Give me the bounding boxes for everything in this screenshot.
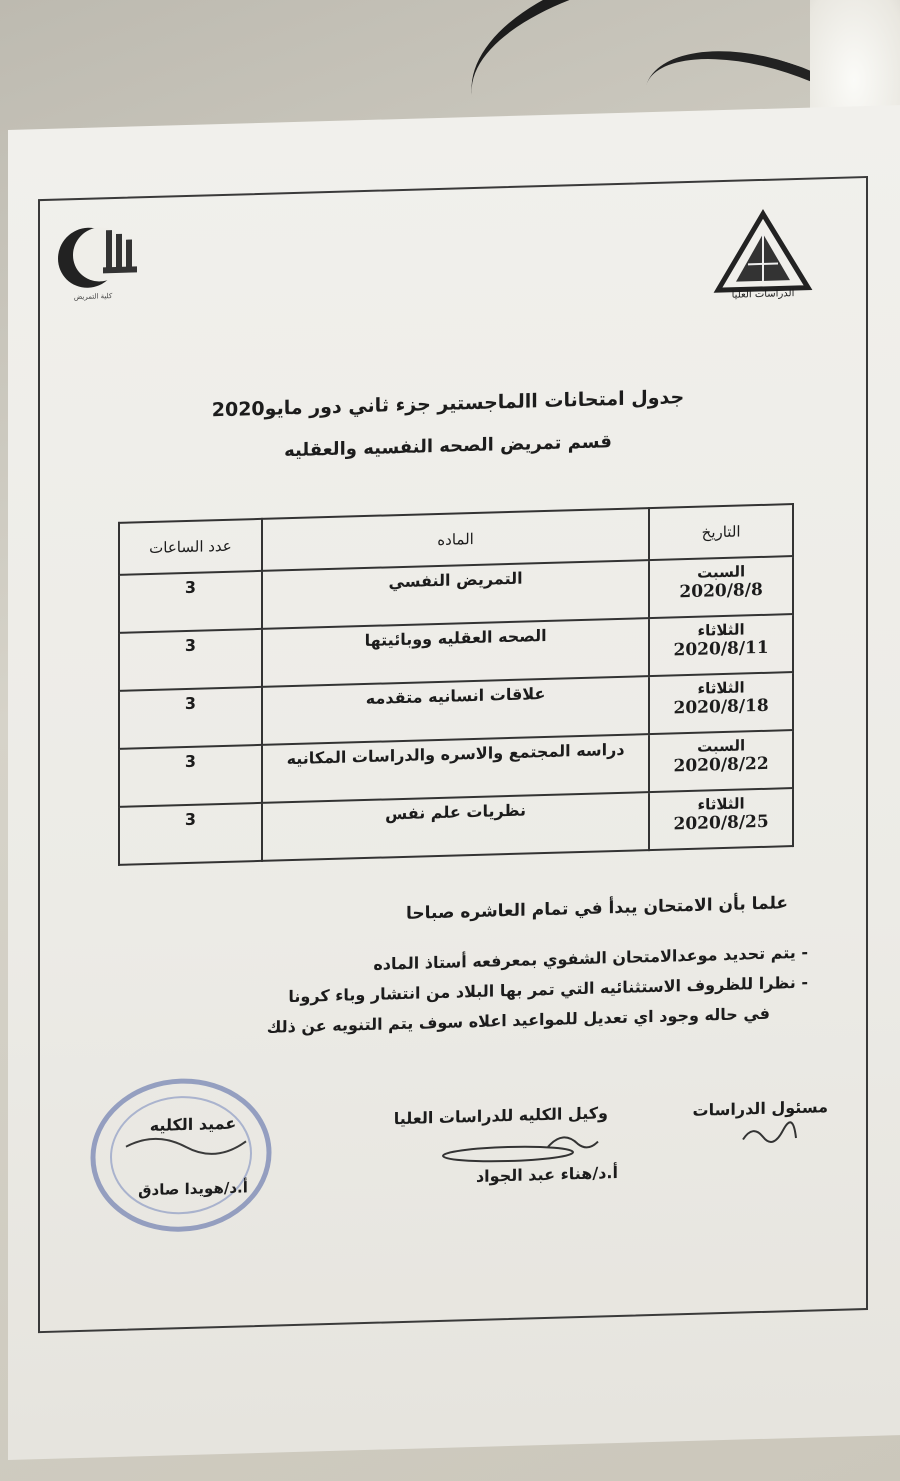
vice-dean-title: وكيل الكليه للدراسات العليا xyxy=(393,1103,608,1129)
document-title: جدول امتحانات االماجستير جزء ثاني دور مايو2020 xyxy=(211,386,685,422)
vice-dean-signature xyxy=(438,1123,608,1168)
vice-dean-name: أ.د/هناء عبد الجواد xyxy=(475,1162,618,1186)
subject-cell: دراسه المجتمع والاسره والدراسات المكانيه xyxy=(262,734,649,803)
subject-cell: التمريض النفسي xyxy=(262,560,649,629)
graduate-studies-logo xyxy=(708,207,818,300)
date-cell xyxy=(649,672,793,734)
exam-date: 2020/8/22 xyxy=(673,753,769,777)
studies-officer-title: مسئول الدراسات xyxy=(692,1097,828,1120)
note-corona: - نظرا للظروف الاستثنائيه التي تمر بها البلاد من انتشار وباء كرونا xyxy=(128,968,808,1017)
exam-date: 2020/8/8 xyxy=(679,579,763,603)
faculty-stamp xyxy=(86,1073,276,1238)
date-cell xyxy=(649,788,793,850)
notes-list xyxy=(128,938,808,1047)
dean-name: أ.د/هويدا صادق xyxy=(138,1178,248,1200)
hours-cell: 3 xyxy=(119,629,262,691)
hours-cell: 3 xyxy=(119,687,262,749)
note-oral-exam: - يتم تحديد موعدالامتحان الشفوي بمعرفعه أستاذ الماده xyxy=(128,938,808,987)
dean-title: عميد الكليه xyxy=(149,1113,237,1136)
hours-cell: 3 xyxy=(119,745,262,807)
exam-schedule-table xyxy=(118,503,794,866)
date-cell xyxy=(649,730,793,792)
hours-cell: 3 xyxy=(119,803,262,865)
header-subject: الماده xyxy=(262,508,649,571)
subject-cell: الصحه العقليه ووبائيتها xyxy=(262,618,649,687)
nursing-faculty-logo-caption: كلية التمريض xyxy=(73,292,113,302)
hours-cell: 3 xyxy=(119,571,262,633)
studies-officer-signature xyxy=(738,1118,798,1150)
header-date: التاريخ xyxy=(649,504,793,560)
exam-date: 2020/8/18 xyxy=(673,695,769,719)
subject-cell: علاقات انسانيه متقدمه xyxy=(262,676,649,745)
header-hours: عدد الساعات xyxy=(119,519,262,575)
exam-start-note: علما بأن الامتحان يبدأ في تمام العاشره صباحا xyxy=(406,893,788,924)
exam-date: 2020/8/11 xyxy=(673,637,769,661)
document-content xyxy=(8,105,900,1460)
document-subtitle: قسم تمريض الصحه النفسيه والعقليه xyxy=(284,431,612,462)
day-name: الثلاثاء xyxy=(697,794,745,814)
date-cell xyxy=(649,556,793,618)
note-corona-continued: في حاله وجود اي تعديل للمواعيد اعلاه سوف يتم التنويه عن ذلك xyxy=(266,1003,770,1037)
graduate-studies-logo-caption: الدراسات العليا xyxy=(731,288,795,301)
day-name: الثلاثاء xyxy=(697,678,745,698)
day-name: الثلاثاء xyxy=(697,620,745,640)
day-name: السبت xyxy=(697,562,746,582)
exam-date: 2020/8/25 xyxy=(673,811,769,835)
date-cell xyxy=(649,614,793,676)
subject-cell: نظريات علم نفس xyxy=(262,792,649,861)
day-name: السبت xyxy=(697,736,746,756)
paper-sheet xyxy=(8,105,900,1460)
